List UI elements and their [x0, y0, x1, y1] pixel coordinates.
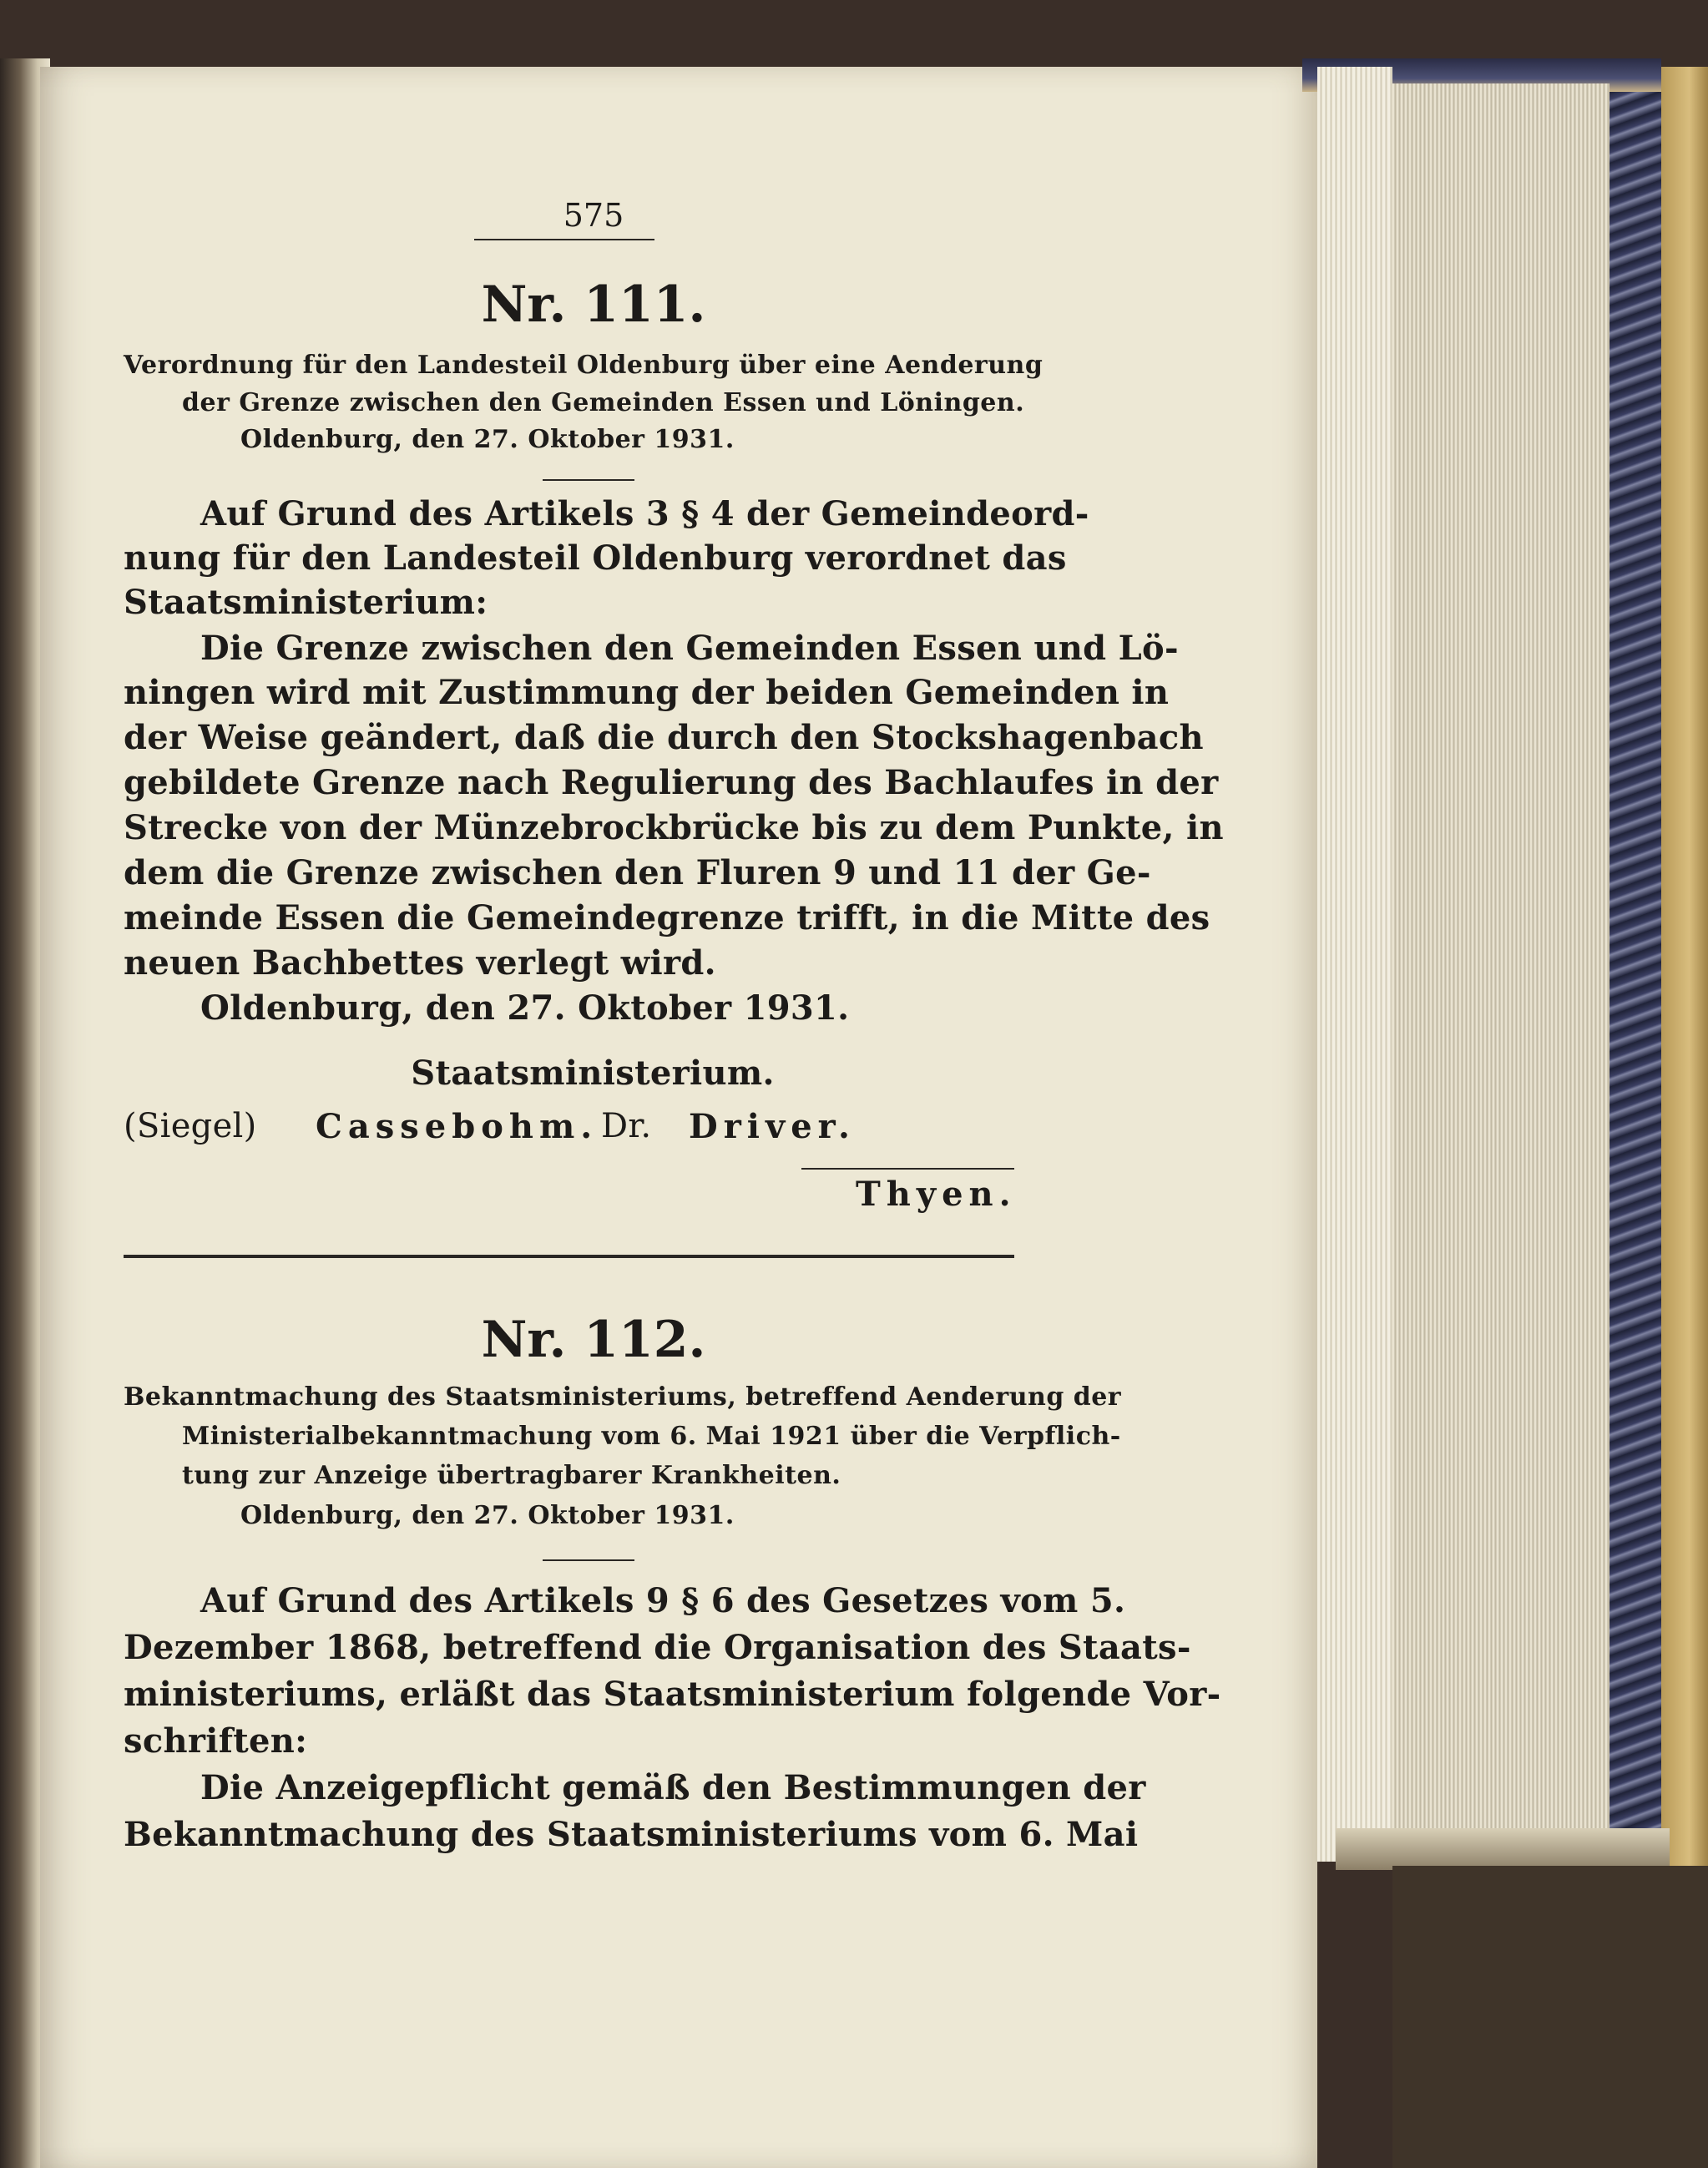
- section-111-heading-rule: [543, 479, 634, 481]
- page-block-bottom: [1336, 1828, 1670, 1870]
- signature-driver: Driver.: [689, 1107, 856, 1146]
- section-111-number: Nr. 111.: [481, 275, 706, 334]
- section-111-body-line-1: Auf Grund des Artikels 3 § 4 der Gemeindeord-: [200, 494, 1089, 533]
- section-111-body-line-9: dem die Grenze zwischen den Fluren 9 und 11 der Ge-: [124, 853, 1151, 892]
- section-111-body-line-6: der Weise geändert, daß die durch den Stockshagenbach: [124, 718, 1204, 757]
- section-112-body-line-5: Die Anzeigepflicht gemäß den Bestimmungen der: [200, 1768, 1146, 1807]
- section-112-body-line-6: Bekanntmachung des Staatsministeriums vom 6. Mai: [124, 1815, 1139, 1854]
- page-number: 575: [563, 197, 624, 234]
- section-112-heading-rule: [543, 1559, 634, 1561]
- section-111-body-line-3: Staatsministerium:: [124, 583, 488, 622]
- page-number-rule: [474, 239, 654, 240]
- section-112-heading-line-1: Bekanntmachung des Staatsministeriums, betreffend Aenderung der: [124, 1382, 1122, 1412]
- section-111-body-line-5: ningen wird mit Zustimmung der beiden Gemeinden in: [124, 673, 1170, 712]
- signature-cassebohm: Cassebohm.: [316, 1107, 599, 1146]
- section-111-heading-line-2: der Grenze zwischen den Gemeinden Essen und Löningen.: [182, 388, 1025, 417]
- section-divider: [124, 1255, 1014, 1258]
- section-112-body-line-3: ministeriums, erläßt das Staatsministerium folgende Vor-: [124, 1675, 1221, 1714]
- section-112-body-line-1: Auf Grund des Artikels 9 § 6 des Gesetzes vom 5.: [200, 1581, 1126, 1620]
- signature-title-dr: Dr.: [601, 1107, 652, 1145]
- marbled-endpaper: [1609, 92, 1661, 1828]
- section-111-date: Oldenburg, den 27. Oktober 1931.: [200, 988, 850, 1028]
- section-111-body-line-8: Strecke von der Münzebrockbrücke bis zu dem Punkte, in: [124, 808, 1224, 847]
- seal-label: (Siegel): [124, 1107, 257, 1145]
- section-111-body-line-7: gebildete Grenze nach Regulierung des Bachlaufes in der: [124, 763, 1219, 802]
- section-112-heading-line-4: Oldenburg, den 27. Oktober 1931.: [240, 1501, 735, 1530]
- signature-thyen: Thyen.: [856, 1175, 1017, 1214]
- section-111-heading-line-1: Verordnung für den Landesteil Oldenburg über eine Aenderung: [124, 351, 1043, 380]
- page-block-edge: [1392, 83, 1609, 1837]
- section-111-heading-line-3: Oldenburg, den 27. Oktober 1931.: [240, 425, 735, 454]
- section-111-authority: Staatsministerium.: [411, 1054, 775, 1093]
- section-111-body-line-2: nung für den Landesteil Oldenburg verordnet das: [124, 538, 1067, 578]
- section-112-number: Nr. 112.: [481, 1311, 706, 1369]
- book-cover-bottom: [1392, 1866, 1708, 2168]
- page-stack-edge: [1317, 67, 1392, 1862]
- section-112-body-line-2: Dezember 1868, betreffend die Organisation des Staats-: [124, 1628, 1191, 1667]
- section-112-heading-line-3: tung zur Anzeige übertragbarer Krankheiten.: [182, 1461, 841, 1490]
- section-111-body-line-10: meinde Essen die Gemeindegrenze trifft, in die Mitte des: [124, 898, 1210, 937]
- signature-rule: [801, 1168, 1014, 1170]
- section-111-body-line-11: neuen Bachbettes verlegt wird.: [124, 943, 716, 983]
- section-112-body-line-4: schriften:: [124, 1721, 308, 1761]
- section-112-heading-line-2: Ministerialbekanntmachung vom 6. Mai 1921 über die Verpflich-: [182, 1422, 1121, 1451]
- section-111-body-line-4: Die Grenze zwischen den Gemeinden Essen und Lö-: [200, 629, 1179, 668]
